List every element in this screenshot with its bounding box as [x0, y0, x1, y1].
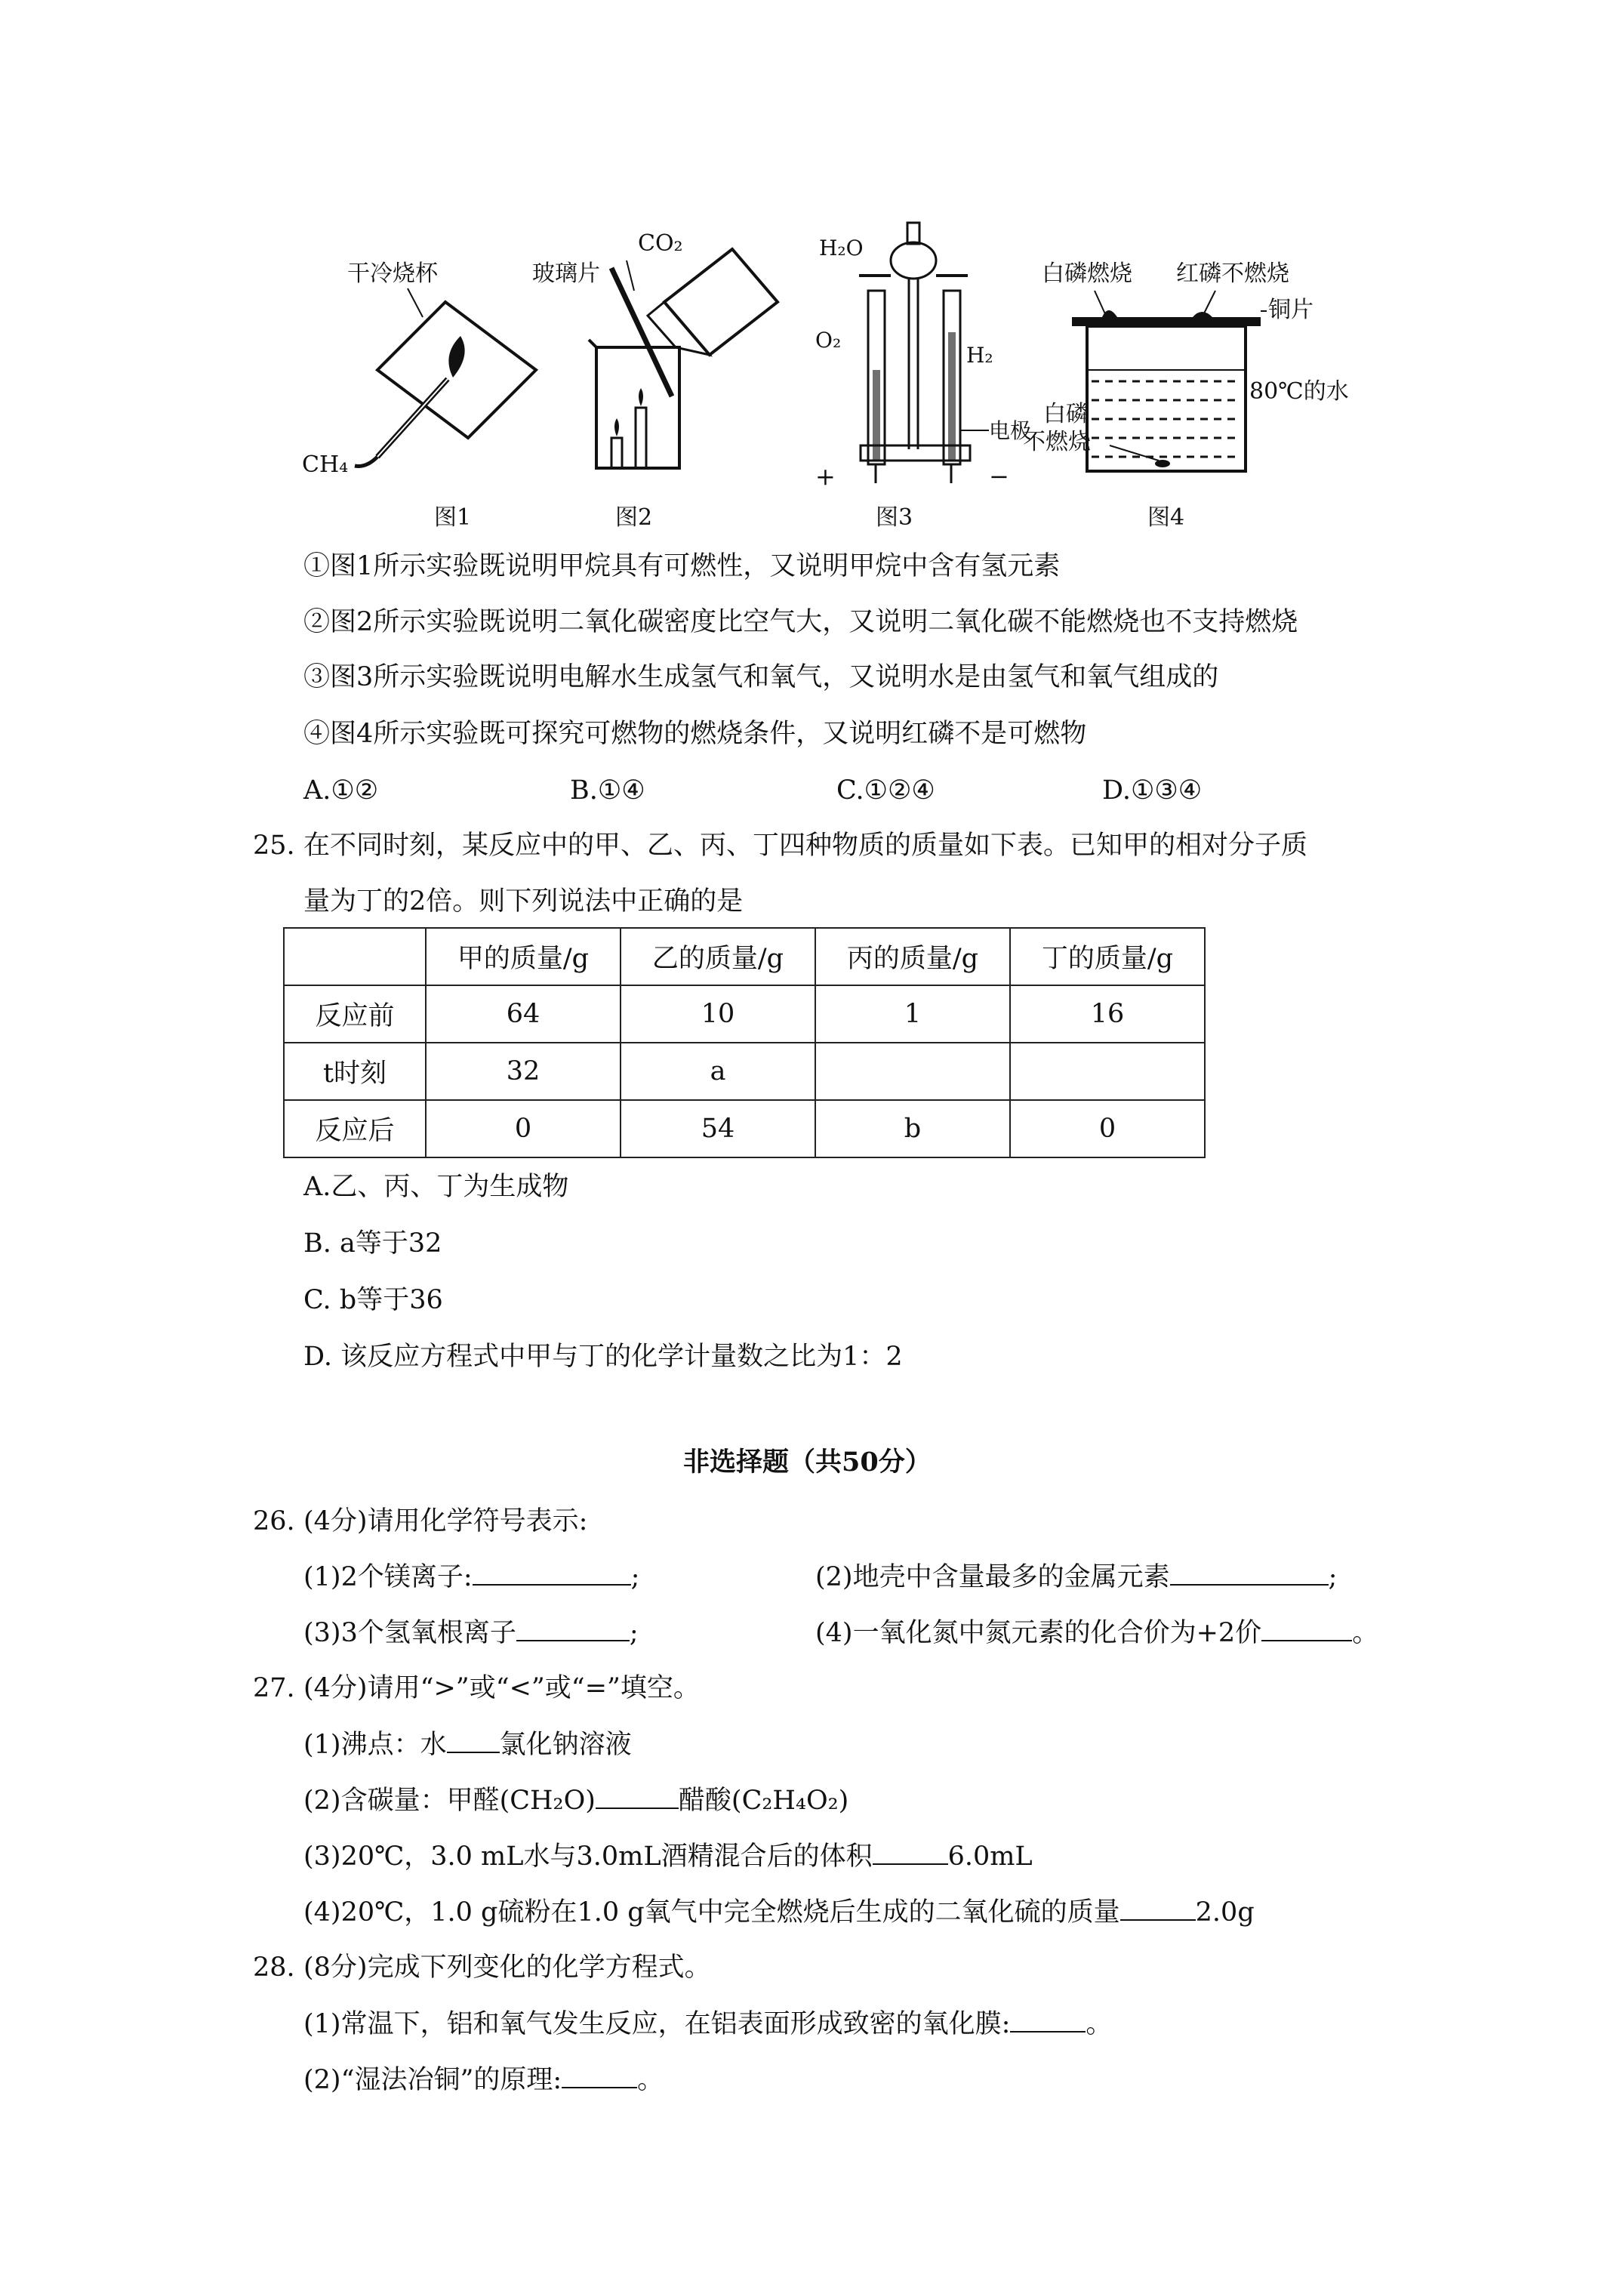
q27-part-4 [303, 1895, 1255, 1929]
q24-option-a: A.①② [303, 775, 379, 806]
q26-part-4 [815, 1616, 1378, 1650]
q26-part-1-end: ; [630, 1562, 640, 1592]
fig4-water-label: 80℃的水 [1249, 378, 1349, 405]
figure-2 [532, 230, 778, 531]
table-cell: 10 [621, 985, 815, 1043]
experiment-figures [287, 219, 1464, 544]
table-cell: 54 [621, 1100, 815, 1157]
flame-icon [448, 336, 464, 378]
table-header-cell: 甲的质量/g [426, 928, 621, 985]
beaker-icon [1087, 326, 1246, 471]
fig3-plus-label: + [815, 462, 836, 491]
q24-statement-2: ②图2所示实验既说明二氧化碳密度比空气大，又说明二氧化碳不能燃烧也不支持燃烧 [303, 607, 1298, 637]
fig3-hydrogen-label: H₂ [966, 343, 993, 368]
q26-part-4-end: 。 [1352, 1618, 1379, 1648]
q25-option-b: B. a等于32 [303, 1228, 442, 1259]
answer-blank[interactable] [873, 1839, 948, 1865]
answer-blank[interactable] [562, 2063, 637, 2088]
table-header-cell: 乙的质量/g [621, 928, 815, 985]
table-header-cell: 丁的质量/g [1010, 928, 1205, 985]
table-cell: 0 [426, 1100, 621, 1157]
q24-option-b: B.①④ [570, 775, 645, 806]
table-row [284, 985, 1205, 1043]
q26-number: 26. [253, 1506, 295, 1536]
table-row [284, 1043, 1205, 1100]
q25-number: 25. [253, 831, 295, 861]
q26-part-3-text: (3)3个氢氧根离子 [303, 1618, 516, 1648]
table-header-row [284, 928, 1205, 985]
fig3-electrode-label: 电极 [989, 418, 1032, 443]
co2-bottle-icon [664, 249, 778, 355]
fig4-white-no-label-2: 不燃烧 [1023, 429, 1091, 455]
answer-blank[interactable] [1170, 1560, 1329, 1586]
candle-high [636, 408, 646, 468]
q27-part-1 [303, 1727, 632, 1761]
q27-part-2-tail: 醋酸(C₂H₄O₂) [678, 1786, 849, 1816]
answer-blank[interactable] [516, 1616, 630, 1641]
q27-part-1-tail: 氯化钠溶液 [499, 1730, 632, 1760]
fig4-caption: 图4 [1147, 504, 1185, 531]
q27-part-2 [303, 1783, 848, 1817]
q27-stem: (4分)请用“>”或“<”或“=”填空。 [303, 1673, 700, 1703]
fig3-water-label: H₂O [819, 236, 864, 260]
q28-part-2-text: (2)“湿法冶铜”的原理: [303, 2065, 562, 2095]
q28-part-1 [303, 2007, 1112, 2041]
q27-part-4-text: (4)20℃，1.0 g硫粉在1.0 g氧气中完全燃烧后生成的二氧化硫的质量 [303, 1897, 1120, 1928]
q26-part-2-text: (2)地壳中含量最多的金属元素 [815, 1562, 1170, 1592]
q24-option-c: C.①②④ [836, 775, 935, 806]
table-cell: 32 [426, 1043, 621, 1100]
q25-stem-line1: 在不同时刻，某反应中的甲、乙、丙、丁四种物质的质量如下表。已知甲的相对分子质 [303, 831, 1308, 861]
table-cell: 64 [426, 985, 621, 1043]
q27-part-3-text: (3)20℃，3.0 mL水与3.0mL酒精混合后的体积 [303, 1841, 873, 1872]
q25-option-d: D. 该反应方程式中甲与丁的化学计量数之比为1：2 [303, 1342, 903, 1372]
fig4-copper-label: 铜片 [1268, 297, 1313, 323]
q26-part-3 [303, 1616, 639, 1650]
fig4-white-no-label-1: 白磷 [1043, 401, 1089, 427]
q27-part-3 [303, 1839, 1033, 1873]
table-cell [1010, 1043, 1205, 1100]
q27-part-1-text: (1)沸点：水 [303, 1730, 447, 1760]
section-title: 非选择题（共50分） [683, 1447, 932, 1478]
figure-3 [815, 223, 1031, 531]
fig1-beaker-label: 干冷烧杯 [347, 260, 438, 287]
q26-part-2 [815, 1560, 1337, 1594]
q28-part-2 [303, 2063, 664, 2097]
q27-part-3-tail: 6.0mL [947, 1841, 1033, 1872]
table-cell [815, 1043, 1010, 1100]
table-header-cell: 丙的质量/g [815, 928, 1010, 985]
table-cell: 16 [1010, 985, 1205, 1043]
answer-blank[interactable] [1120, 1895, 1196, 1921]
table-header-cell [284, 928, 426, 985]
fig3-minus-label: − [989, 462, 1009, 491]
fig4-white-burn-label: 白磷燃烧 [1042, 260, 1132, 287]
fig2-gas-label: CO₂ [638, 230, 683, 257]
q28-part-1-end: 。 [1086, 2009, 1113, 2039]
q26-part-1 [303, 1560, 639, 1594]
fig4-red-no-label: 红磷不燃烧 [1176, 260, 1289, 287]
fig2-caption: 图2 [615, 504, 653, 531]
q26-part-4-text: (4)一氧化氮中氮元素的化合价为+2价 [815, 1618, 1262, 1648]
q24-option-d: D.①③④ [1102, 775, 1203, 806]
answer-blank[interactable] [596, 1783, 679, 1809]
figure-4 [1023, 260, 1349, 531]
q24-statement-3: ③图3所示实验既说明电解水生成氢气和氧气，又说明水是由氢气和氧气组成的 [303, 662, 1219, 692]
answer-blank[interactable] [473, 1560, 631, 1586]
q28-stem: (8分)完成下列变化的化学方程式。 [303, 1952, 711, 1983]
q25-option-c: C. b等于36 [303, 1285, 443, 1315]
table-cell: 反应前 [284, 985, 426, 1043]
table-cell: a [621, 1043, 815, 1100]
table-cell: b [815, 1100, 1010, 1157]
fig1-caption: 图1 [434, 504, 472, 531]
q26-stem: (4分)请用化学符号表示: [303, 1506, 588, 1536]
table-cell: t时刻 [284, 1043, 426, 1100]
q28-part-2-end: 。 [637, 2065, 664, 2095]
answer-blank[interactable] [447, 1727, 500, 1753]
fig3-oxygen-label: O₂ [815, 328, 842, 353]
q27-part-4-tail: 2.0g [1195, 1897, 1255, 1928]
table-row [284, 1100, 1205, 1157]
q24-statement-4: ④图4所示实验既可探究可燃物的燃烧条件，又说明红磷不是可燃物 [303, 719, 1087, 749]
fig3-caption: 图3 [876, 504, 913, 531]
q25-stem-line2: 量为丁的2倍。则下列说法中正确的是 [303, 886, 744, 917]
q27-part-2-text: (2)含碳量：甲醛(CH₂O) [303, 1786, 596, 1816]
answer-blank[interactable] [1010, 2007, 1086, 2032]
q25-option-a: A.乙、丙、丁为生成物 [303, 1172, 569, 1202]
fig1-gas-label: CH₄ [302, 451, 349, 478]
answer-blank[interactable] [1261, 1616, 1352, 1641]
q26-part-1-text: (1)2个镁离子: [303, 1562, 473, 1592]
q28-part-1-text: (1)常温下，铝和氧气发生反应，在铝表面形成致密的氧化膜: [303, 2009, 1011, 2039]
figure-1 [302, 260, 536, 531]
table-cell: 反应后 [284, 1100, 426, 1157]
q27-number: 27. [253, 1673, 295, 1703]
q24-statement-1: ①图1所示实验既说明甲烷具有可燃性，又说明甲烷中含有氢元素 [303, 551, 1061, 581]
table-cell: 1 [815, 985, 1010, 1043]
funnel-bulb [891, 242, 936, 279]
q26-part-3-end: ; [629, 1618, 639, 1648]
table-cell: 0 [1010, 1100, 1205, 1157]
q25-mass-table [283, 927, 1206, 1158]
q28-number: 28. [253, 1952, 295, 1983]
q26-part-2-end: ; [1328, 1562, 1338, 1592]
candle-low [611, 438, 622, 468]
fig2-glass-label: 玻璃片 [532, 260, 600, 287]
